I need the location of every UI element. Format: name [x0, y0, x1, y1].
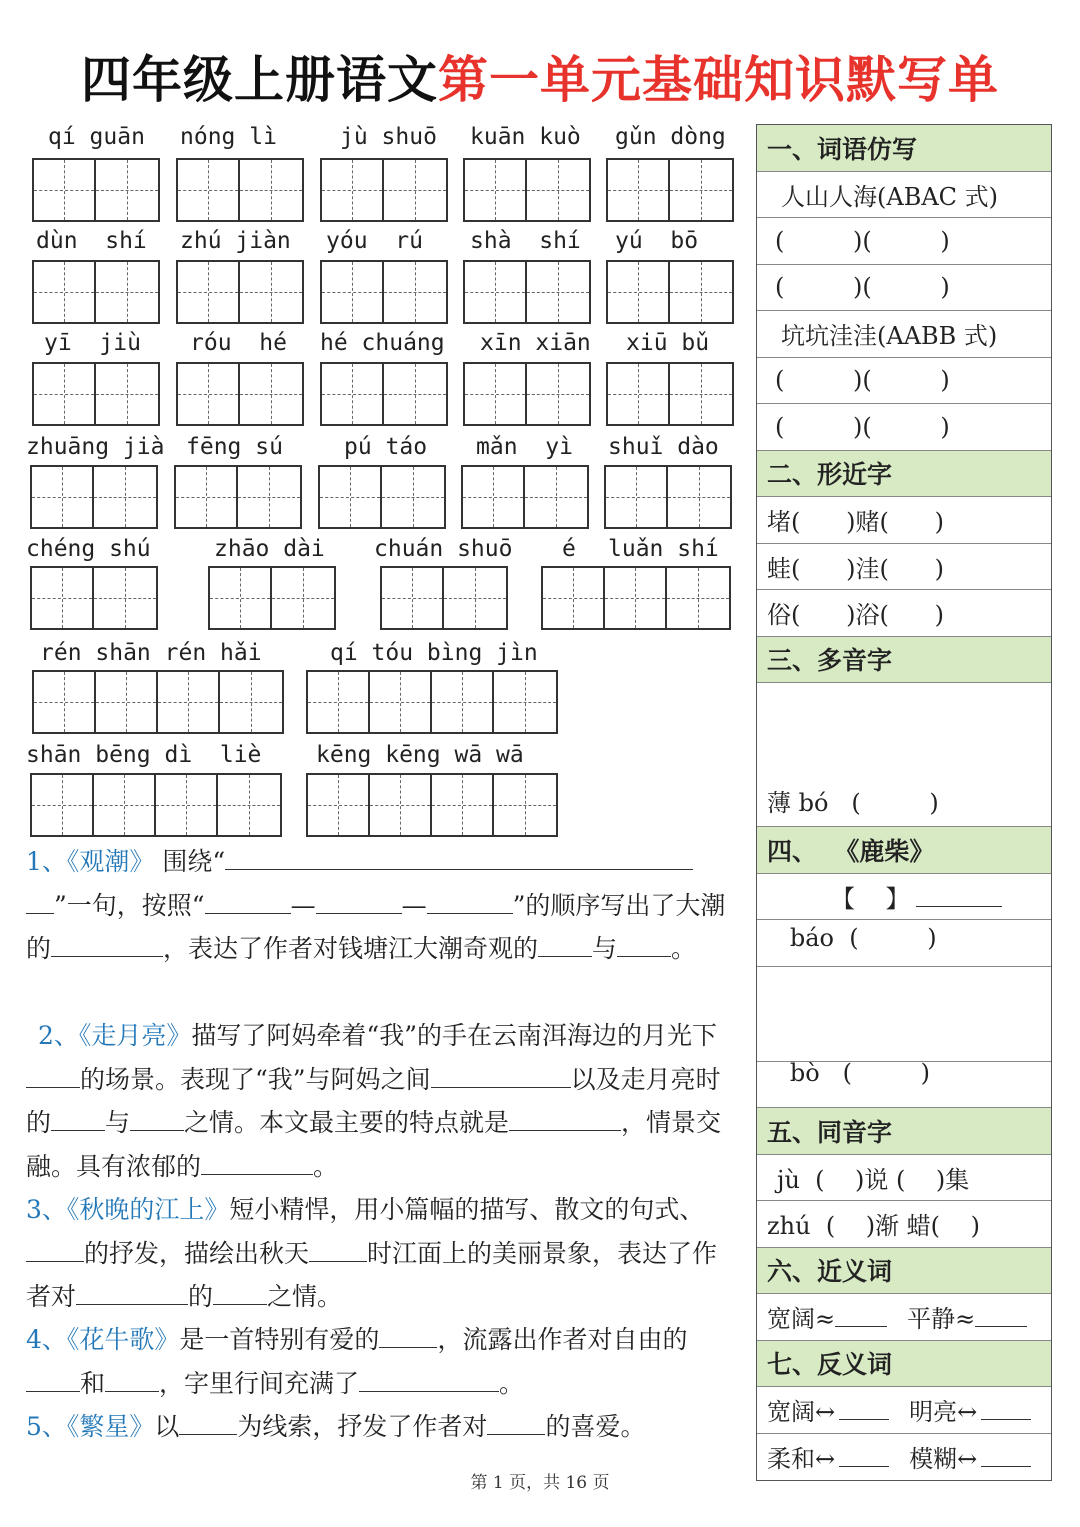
pinyin: mǎn yì: [476, 434, 573, 460]
writing-grid[interactable]: [604, 465, 732, 529]
blank[interactable]: [179, 1412, 237, 1435]
pinyin: dùn shí: [36, 228, 147, 254]
blank[interactable]: [213, 1282, 267, 1305]
blank[interactable]: [487, 1412, 545, 1435]
passage-title: 2、《走月亮》: [38, 1021, 192, 1050]
page-title: [0, 40, 1080, 112]
writing-grid[interactable]: [541, 566, 731, 630]
passage-title: 4、《花牛歌》: [26, 1325, 180, 1354]
pinyin: shān bēng dì liè: [26, 742, 262, 768]
pinyin: pú táo: [344, 434, 428, 460]
blank[interactable]: [359, 1369, 499, 1392]
writing-grid[interactable]: [461, 465, 589, 529]
blank[interactable]: [76, 1282, 188, 1305]
answer-row[interactable]: zhú ( )渐 蜡( ): [757, 1201, 1051, 1248]
blank[interactable]: [26, 891, 54, 914]
pinyin: hé chuáng: [320, 330, 445, 356]
blank[interactable]: [509, 1108, 621, 1131]
blank[interactable]: [427, 891, 513, 914]
pinyin: zhāo dài: [214, 536, 325, 562]
pinyin: kēng kēng wā wā: [316, 742, 524, 768]
blank[interactable]: [309, 1239, 367, 1262]
pinyin: qí tóu bìng jìn: [330, 640, 538, 666]
blank[interactable]: [130, 1108, 184, 1131]
writing-grid[interactable]: [606, 158, 734, 222]
pinyin: shuǐ dào: [608, 434, 719, 460]
pinyin: chéng shú: [26, 536, 151, 562]
blank[interactable]: [617, 934, 671, 957]
pinyin: zhú jiàn: [180, 228, 291, 254]
answer-row[interactable]: jù ( )说 ( )集: [757, 1155, 1051, 1202]
blank[interactable]: [26, 1369, 80, 1392]
answer-row[interactable]: 蛙( )洼( ): [757, 544, 1051, 591]
blank[interactable]: [51, 934, 163, 957]
section-header: 三、多音字: [757, 637, 1051, 684]
writing-grid[interactable]: [380, 566, 508, 630]
writing-grid[interactable]: [318, 465, 446, 529]
passage-1: 1、《观潮》 围绕“ ”一句，按照“ — — ”的顺序写出了大潮的 ，表达了作者对钱塘江大潮奇观的 与 。: [26, 847, 726, 963]
pinyin: yóu rú: [326, 228, 423, 254]
pinyin: jù shuō: [340, 124, 437, 150]
blank[interactable]: [316, 891, 402, 914]
blank[interactable]: [379, 1325, 437, 1348]
writing-grid[interactable]: [174, 465, 302, 529]
writing-grid[interactable]: [463, 158, 591, 222]
writing-grid[interactable]: [320, 362, 448, 426]
passage-3: 3、《秋晚的江上》短小精悍，用小篇幅的描写、散文的句式、的抒发，描绘出秋天 时江面上的美丽景象，表达了作者对 的 之情。: [26, 1195, 718, 1311]
writing-grid[interactable]: [32, 260, 160, 324]
passage-5: 5、《繁星》以 为线索，抒发了作者对 的喜爱。: [26, 1412, 646, 1441]
pinyin: luǎn shí: [608, 536, 719, 562]
writing-grid[interactable]: [208, 566, 336, 630]
answer-row[interactable]: ( )( ): [757, 218, 1051, 265]
blank[interactable]: [431, 1065, 571, 1088]
answer-row[interactable]: ( )( ): [757, 404, 1051, 451]
pinyin: zhuāng jià: [26, 434, 165, 460]
answer-row[interactable]: 宽阔≈ 平静≈: [757, 1294, 1051, 1341]
pinyin: chuán shuō: [374, 536, 513, 562]
writing-grid[interactable]: [30, 566, 158, 630]
pinyin: nóng lì: [180, 124, 277, 150]
writing-grid[interactable]: [32, 158, 160, 222]
passage-title: 1、《观潮》: [26, 847, 155, 876]
pinyin: fēng sú: [186, 434, 283, 460]
answer-row[interactable]: 宽阔↔ 明亮↔: [757, 1387, 1051, 1434]
pinyin: é: [562, 536, 576, 562]
poem-line[interactable]: [757, 920, 1051, 967]
poem-title-row[interactable]: 【 】: [757, 874, 1051, 921]
writing-grid[interactable]: [463, 362, 591, 426]
writing-grid[interactable]: [176, 158, 304, 222]
pinyin: yī jiù: [44, 330, 141, 356]
answer-row[interactable]: 堵( )赌( ): [757, 497, 1051, 544]
pinyin: shà shí: [470, 228, 581, 254]
polyphone-rows[interactable]: 薄 bó ( ) báo ( ) bò ( ): [757, 683, 1051, 827]
writing-grid[interactable]: [463, 260, 591, 324]
pinyin: qí guān: [48, 124, 145, 150]
pinyin: xiū bǔ: [626, 330, 710, 356]
section-header: 七、反义词: [757, 1341, 1051, 1388]
pinyin: rén shān rén hǎi: [40, 640, 262, 666]
exercise-table: [756, 124, 1052, 1481]
blank[interactable]: [26, 1239, 84, 1262]
blank[interactable]: [201, 1152, 313, 1175]
writing-grid[interactable]: [32, 670, 284, 734]
writing-grid[interactable]: [32, 362, 160, 426]
pinyin: gǔn dòng: [615, 124, 726, 150]
writing-grid[interactable]: [306, 773, 558, 837]
answer-row[interactable]: ( )( ): [757, 358, 1051, 405]
passage-title: 5、《繁星》: [26, 1412, 155, 1441]
section-header: 二、形近字: [757, 451, 1051, 498]
pinyin: xīn xiān: [480, 330, 591, 356]
writing-grid[interactable]: [606, 260, 734, 324]
answer-row[interactable]: ( )( ): [757, 265, 1051, 312]
writing-grid[interactable]: [606, 362, 734, 426]
section-header: 一、词语仿写: [757, 125, 1051, 172]
blank[interactable]: [26, 1065, 80, 1088]
passage-4: 4、《花牛歌》是一首特别有爱的 ，流露出作者对自由的和 ，字里行间充满了 。: [26, 1325, 688, 1398]
writing-grid[interactable]: [320, 158, 448, 222]
section-header: 六、近义词: [757, 1248, 1051, 1295]
title-part-red: 第一单元基础知识默写单: [438, 51, 999, 109]
passage-title: 3、《秋晚的江上》: [26, 1195, 230, 1224]
poem-line[interactable]: [757, 967, 1051, 1062]
pinyin: róu hé: [190, 330, 287, 356]
page-footer: 第 1 页，共 16 页: [470, 1473, 610, 1493]
writing-grid[interactable]: [306, 670, 558, 734]
writing-grid[interactable]: [30, 465, 158, 529]
title-part-black: 四年级上册语文: [81, 51, 438, 109]
pinyin: kuān kuò: [470, 124, 581, 150]
blank[interactable]: [205, 891, 291, 914]
pattern-label: 坑坑洼洼(AABB 式): [757, 311, 1051, 358]
writing-grid[interactable]: [176, 260, 304, 324]
blank[interactable]: [225, 847, 693, 870]
pinyin: yú bō: [615, 228, 699, 254]
writing-grid[interactable]: [176, 362, 304, 426]
answer-row[interactable]: 俗( )浴( ): [757, 590, 1051, 637]
poem-line[interactable]: [757, 1062, 1051, 1109]
answer-row[interactable]: 柔和↔ 模糊↔: [757, 1434, 1051, 1481]
blank[interactable]: [105, 1369, 159, 1392]
pattern-label: 人山人海(ABAC 式): [757, 172, 1051, 219]
passage-2: 2、《走月亮》描写了阿妈牵着“我”的手在云南洱海边的月光下的场景。表现了“我”与阿妈之间 以及走月亮时的 与 之情。本文最主要的特点就是 ，情景交融。具有浓郁的 。: [26, 1021, 722, 1181]
blank[interactable]: [538, 934, 592, 957]
blank[interactable]: [51, 1108, 105, 1131]
writing-grid[interactable]: [320, 260, 448, 324]
section-header: 四、 《鹿柴》: [757, 827, 1051, 874]
writing-grid[interactable]: [30, 773, 282, 837]
section-header: 五、同音字: [757, 1108, 1051, 1155]
